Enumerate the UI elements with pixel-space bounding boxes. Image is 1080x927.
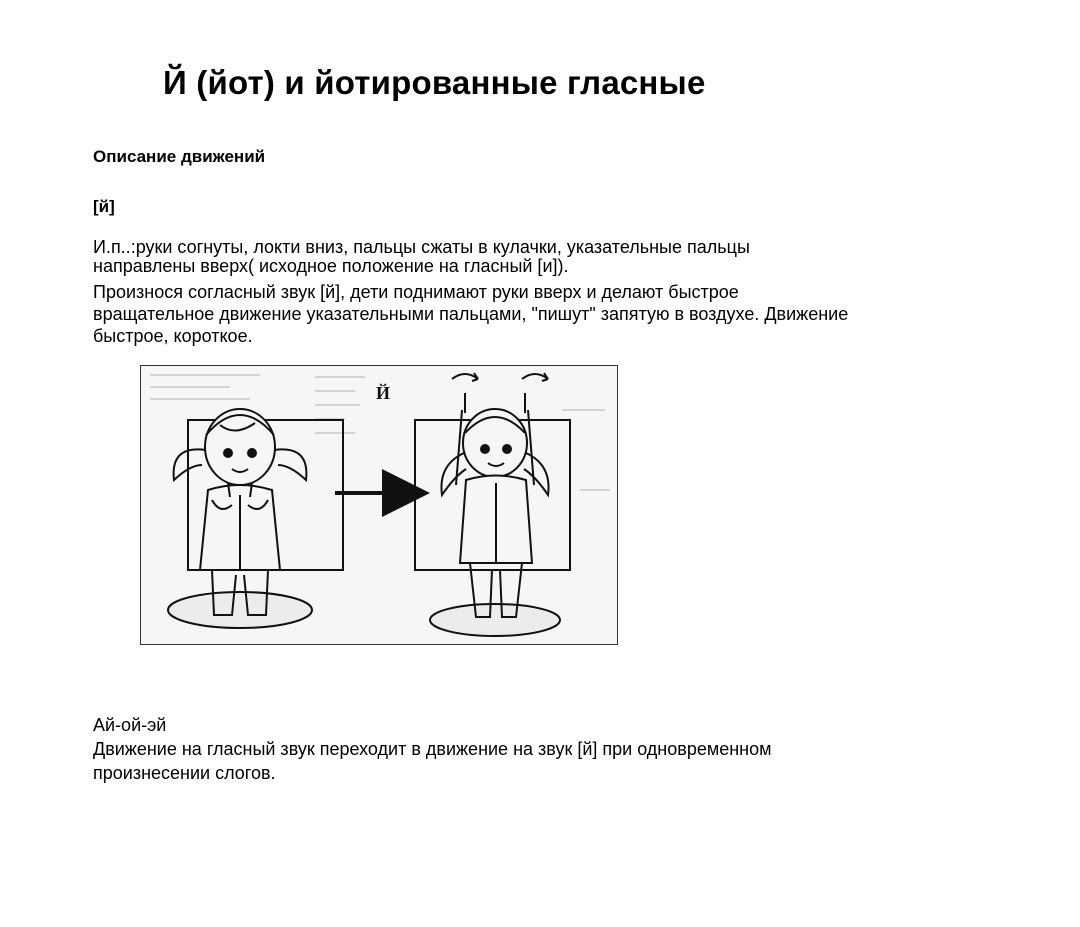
paragraph-1-line-4: вращательное движение указательными пальцами, "пишут" запятую в воздухе. Движение xyxy=(93,304,849,324)
illustration-letter: Й xyxy=(376,383,391,403)
paragraph-1-line-5: быстрое, короткое. xyxy=(93,326,253,346)
section-subtitle: Описание движений xyxy=(93,147,266,166)
paragraph-1-line-2: направлены вверх( исходное положение на гласный [и]). xyxy=(93,256,569,276)
page-title: Й (йот) и йотированные гласные xyxy=(163,64,706,101)
paragraph-2-heading: Ай-ой-эй xyxy=(93,715,167,735)
illustration-drawing xyxy=(140,365,618,645)
paragraph-1-line-1: И.п..:руки согнуты, локти вниз, пальцы сжаты в кулачки, указательные пальцы xyxy=(93,237,750,257)
illustration xyxy=(140,365,618,645)
paragraph-1-line-3: Произнося согласный звук [й], дети поднимают руки вверх и делают быстрое xyxy=(93,282,739,302)
sound-label: [й] xyxy=(93,197,115,216)
paragraph-2-line-2: произнесении слогов. xyxy=(93,763,276,783)
paragraph-1-lines-1-2 xyxy=(93,238,993,276)
paragraph-2-line-1: Движение на гласный звук переходит в движение на звук [й] при одновременном xyxy=(93,739,772,759)
